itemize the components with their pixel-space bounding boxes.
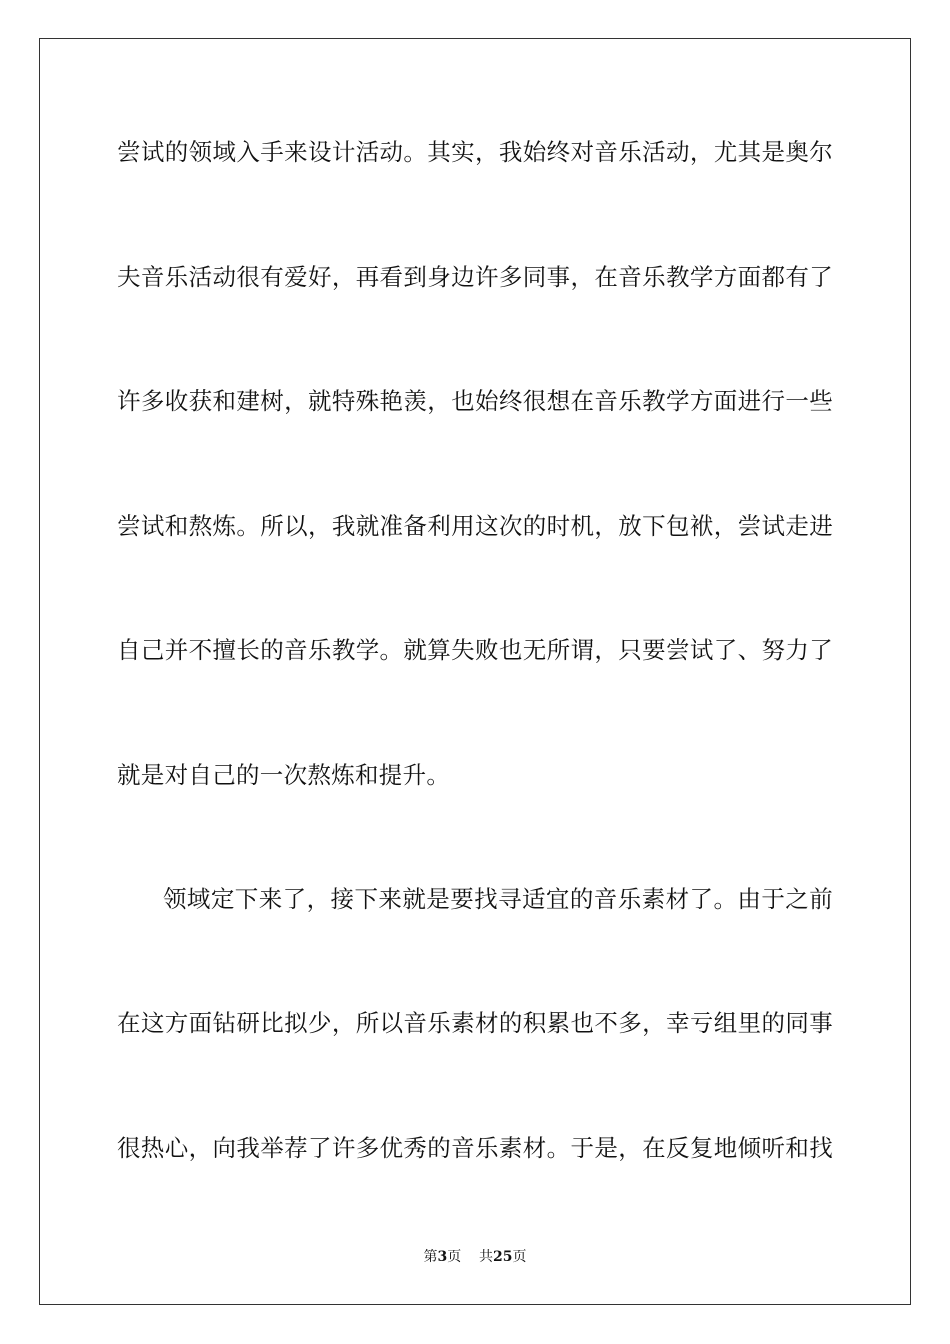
text-line-9: 很热心，向我举荐了许多优秀的音乐素材。于是，在反复地倾听和找 [117,1134,833,1162]
text-line-4: 尝试和熬炼。所以，我就准备利用这次的时机，放下包袱，尝试走进 [117,512,833,540]
page-number: 3 [437,1249,448,1265]
text-line-3: 许多收获和建树，就特殊艳羡，也始终很想在音乐教学方面进行一些 [117,387,833,415]
text-line-5: 自己并不擅长的音乐教学。就算失败也无所谓，只要尝试了、努力了 [117,636,833,664]
text-line-1: 尝试的领域入手来设计活动。其实，我始终对音乐活动，尤其是奥尔 [117,138,833,166]
total-prefix: 共 [479,1249,494,1265]
page-suffix: 页 [447,1249,462,1265]
page-prefix: 第 [423,1249,438,1265]
total-pages: 25 [493,1249,513,1265]
text-line-6: 就是对自己的一次熬炼和提升。 [117,761,451,789]
text-line-2: 夫音乐活动很有爱好，再看到身边许多同事，在音乐教学方面都有了 [117,263,833,291]
page-footer [0,1247,950,1267]
page-border [39,38,911,1305]
text-line-7: 领域定下来了，接下来就是要找寻适宜的音乐素材了。由于之前 [163,885,833,913]
total-suffix: 页 [512,1249,527,1265]
text-line-8: 在这方面钻研比拟少，所以音乐素材的积累也不多，幸亏组里的同事 [117,1009,833,1037]
